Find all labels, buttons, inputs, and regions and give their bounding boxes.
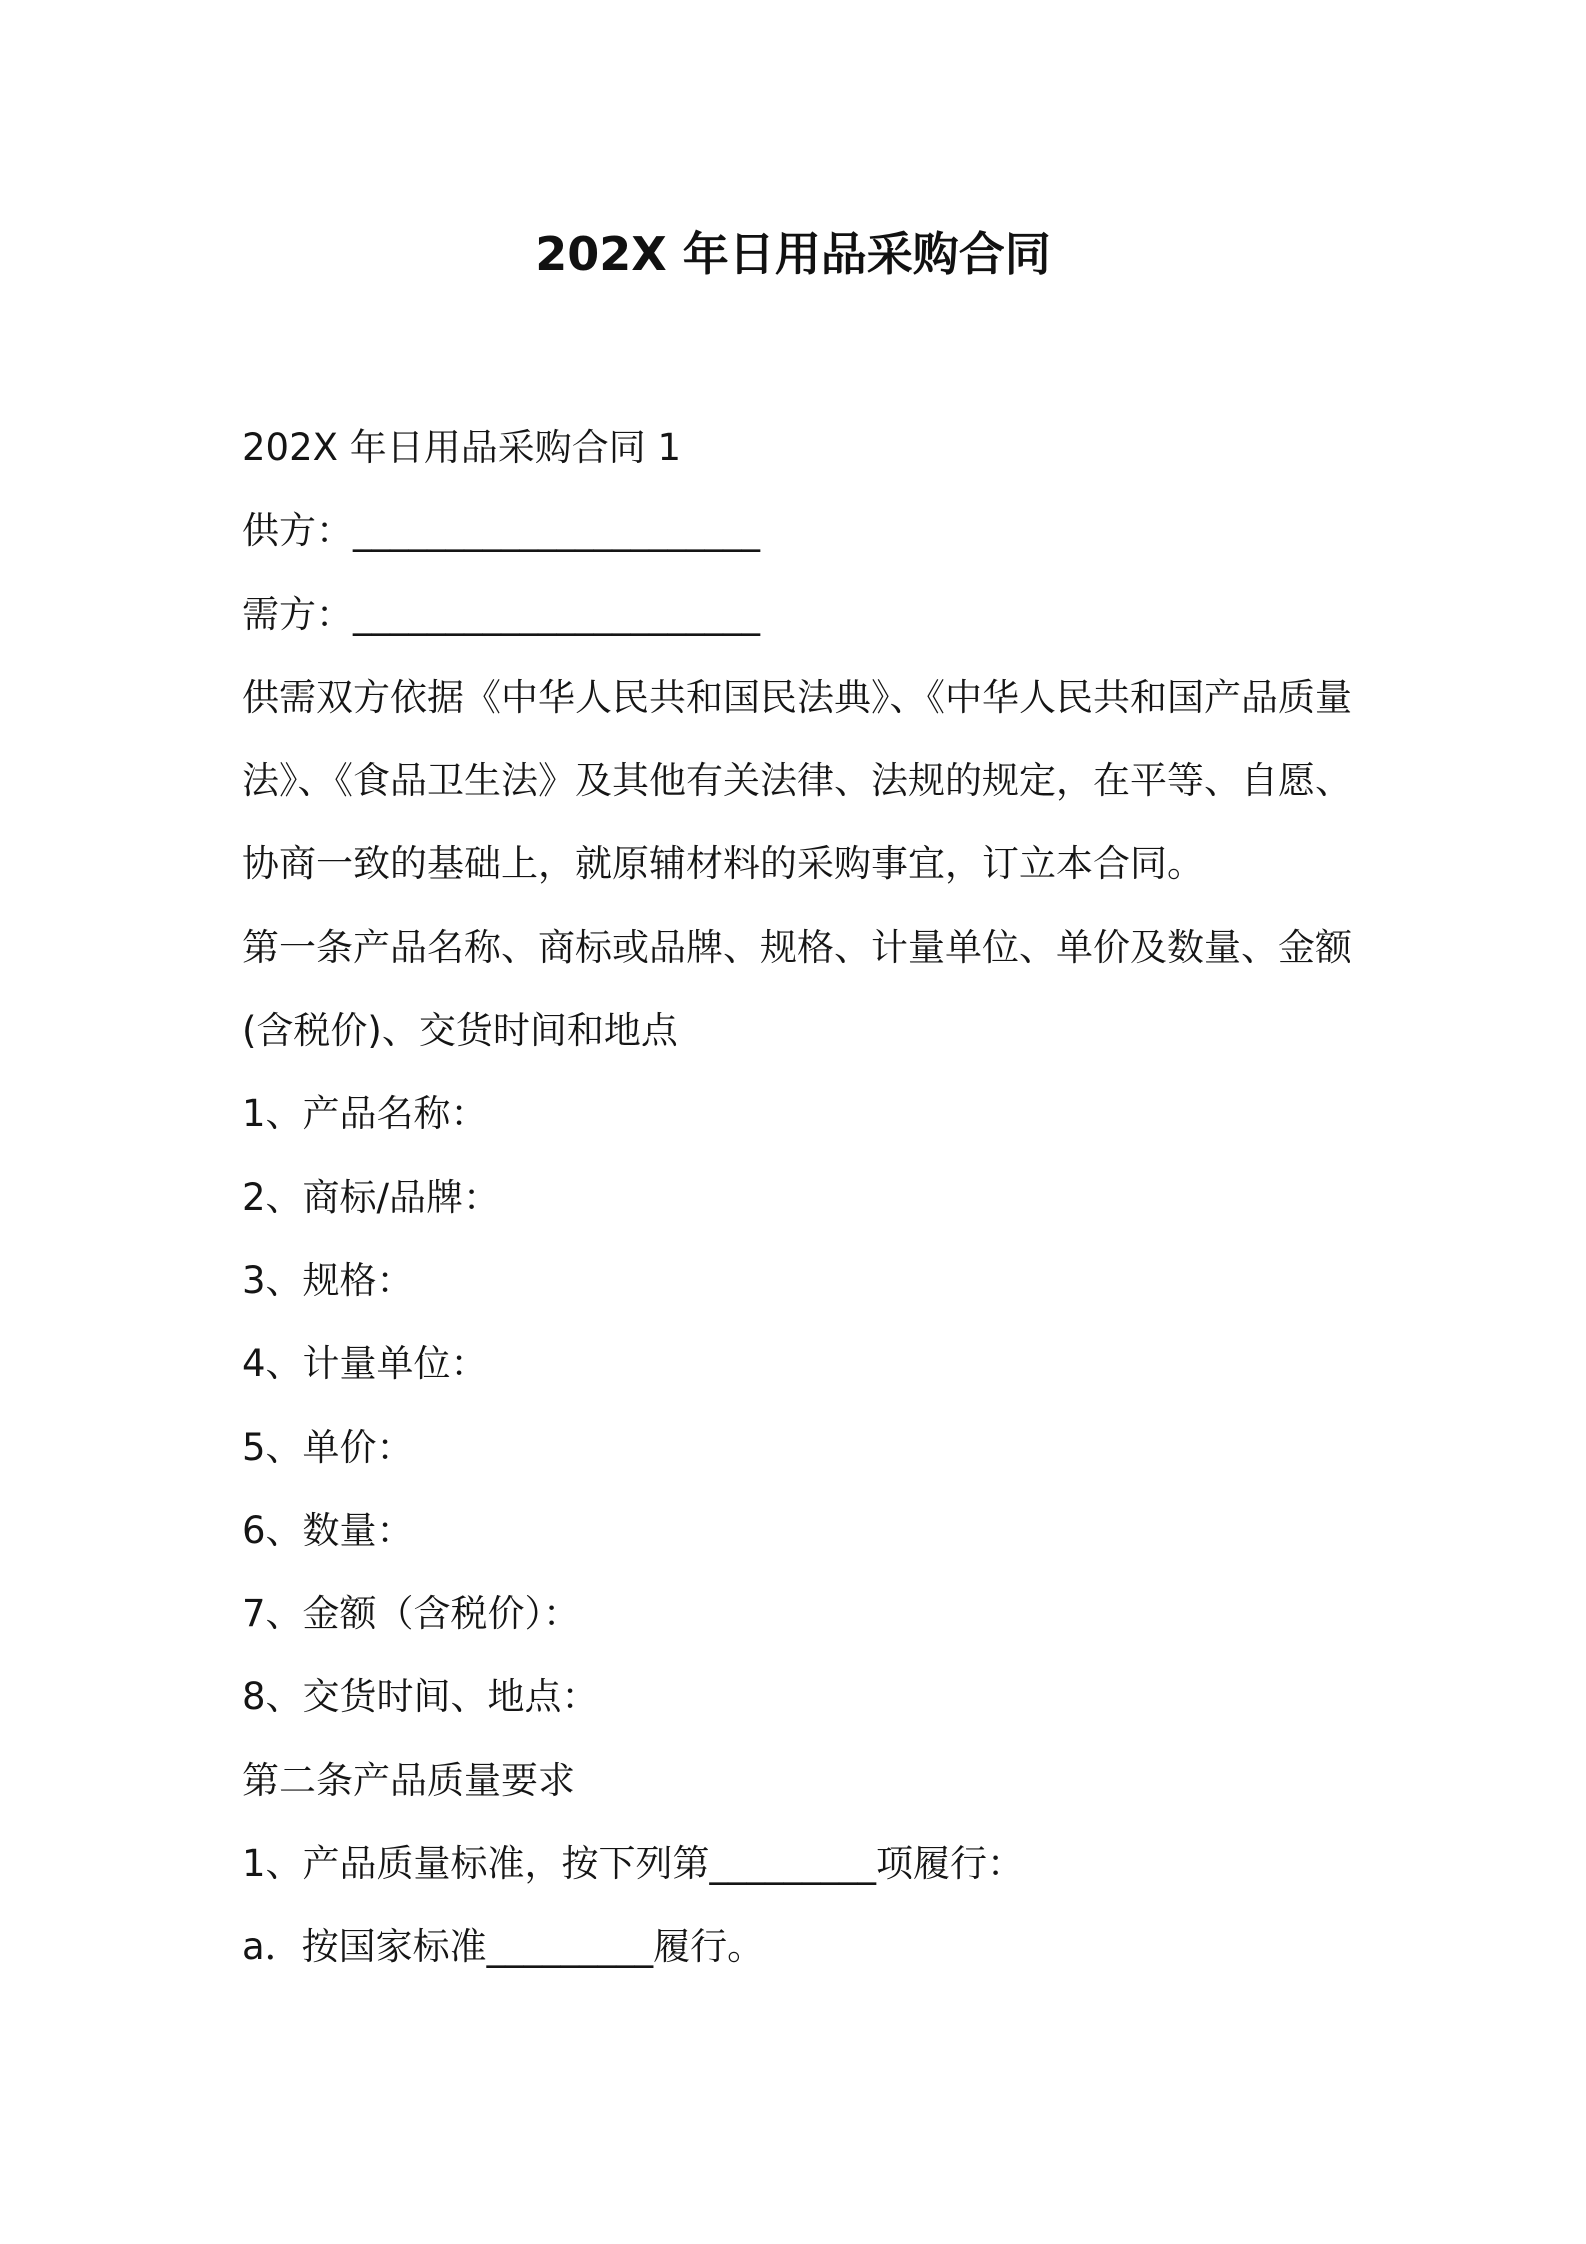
buyer-line: 需方：______________________: [242, 592, 760, 636]
item-unit: 4、计量单位：: [242, 1342, 488, 1386]
article-1-heading-line-2: (含税价)、交货时间和地点: [242, 1009, 678, 1053]
preamble-line-1: 供需双方依据《中华人民共和国民法典》、《中华人民共和国产品质量: [242, 675, 1352, 719]
quality-standard-line: 1、产品质量标准，按下列第_________项履行：: [242, 1842, 1025, 1886]
contract-heading-1: 202X 年日用品采购合同 1: [242, 426, 682, 469]
item-unit-price: 5、单价：: [242, 1425, 414, 1469]
supplier-line: 供方：______________________: [242, 509, 760, 553]
document-body: [242, 406, 1362, 1989]
document-title: 202X 年日用品采购合同: [535, 227, 1051, 281]
item-delivery: 8、交货时间、地点：: [242, 1675, 599, 1719]
item-product-name: 1、产品名称：: [242, 1092, 488, 1136]
preamble-line-3: 协商一致的基础上，就原辅材料的采购事宜，订立本合同。: [242, 842, 1204, 886]
item-brand: 2、商标/品牌：: [242, 1175, 501, 1219]
item-amount: 7、金额（含税价）：: [242, 1592, 581, 1636]
national-standard-line: a．按国家标准_________履行。: [242, 1925, 765, 1969]
item-spec: 3、规格：: [242, 1258, 414, 1302]
item-quantity: 6、数量：: [242, 1508, 414, 1552]
article-1-heading-line-1: 第一条产品名称、商标或品牌、规格、计量单位、单价及数量、金额: [242, 925, 1352, 969]
article-2-heading: 第二条产品质量要求: [242, 1758, 575, 1802]
preamble-line-2: 法》、《食品卫生法》及其他有关法律、法规的规定，在平等、自愿、: [242, 759, 1352, 803]
